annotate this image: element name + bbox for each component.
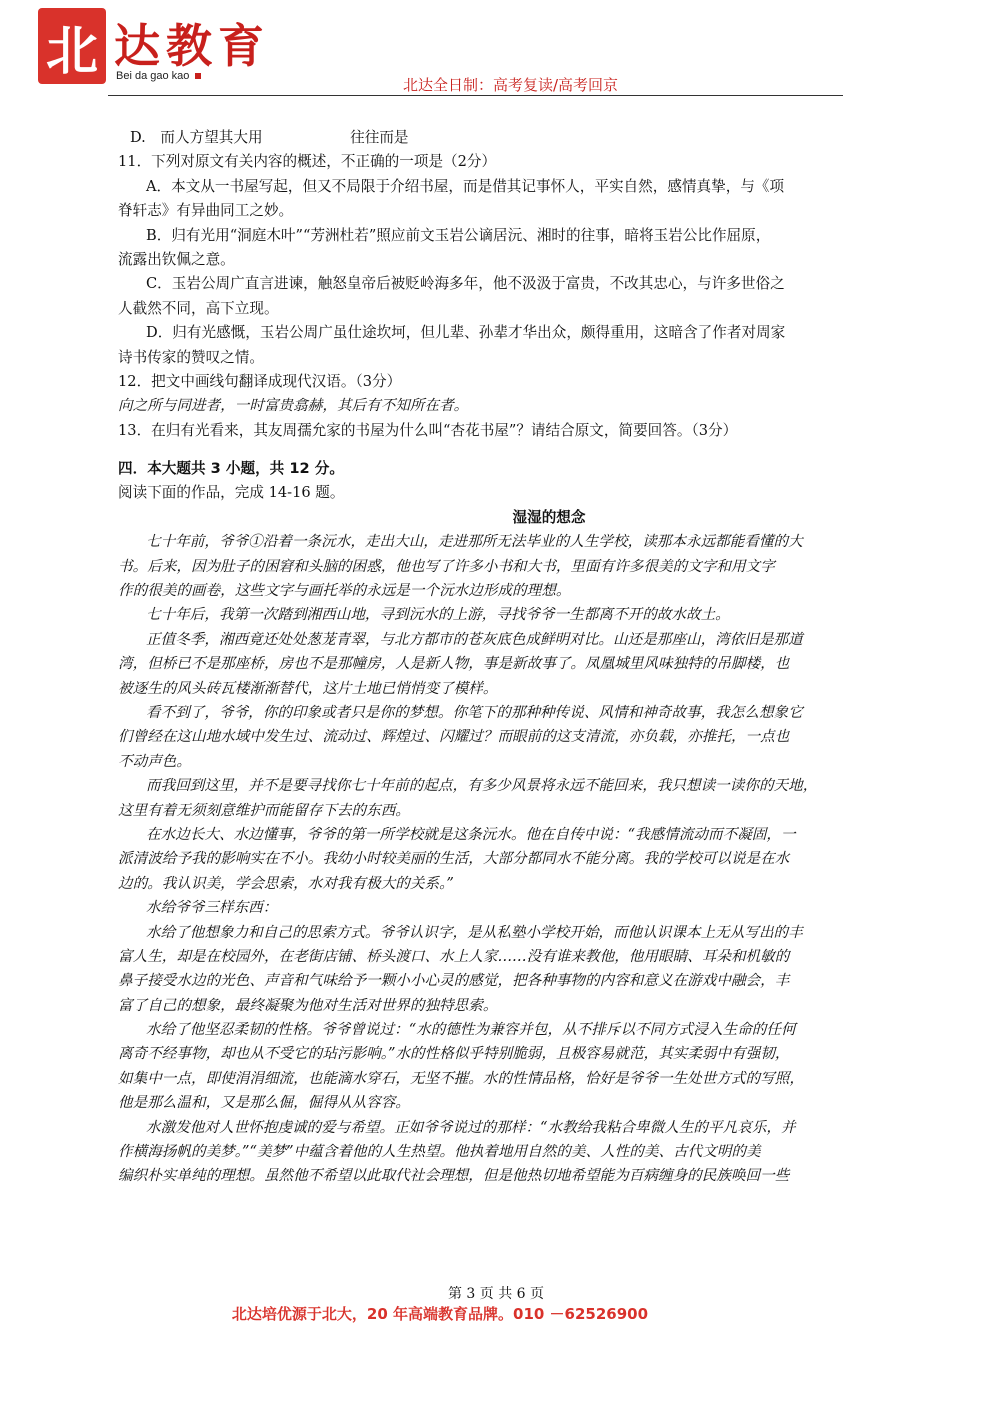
- passage-line: 边的。我认识美，学会思索，水对我有极大的关系。”: [118, 874, 454, 892]
- passage-line: 在水边长大、水边懂事，爷爷的第一所学校就是这条沅水。他在自传中说：“我感情流动而不凝固，一: [146, 825, 796, 843]
- passage-line: 看不到了，爷爷，你的印象或者只是你的梦想。你笔下的那种种传说、风情和神奇故事，我怎么想象它: [146, 703, 803, 721]
- question-line: 11．下列对原文有关内容的概述，不正确的一项是（2分）: [118, 153, 497, 171]
- passage-line: 被逐生的风头砖瓦楼渐渐替代，这片土地已悄悄变了模样。: [118, 679, 498, 697]
- page-content: [118, 126, 890, 1189]
- passage-line: 而我回到这里，并不是要寻找你七十年前的起点，有多少风景将永远不能回来，我只想读一读你的天地，: [146, 777, 818, 795]
- passage-line: 离奇不经事物，却也从不受它的玷污影响。”水的性格似乎特别脆弱，且极容易就范，其实柔弱中有强韧，: [118, 1045, 790, 1063]
- passage-line: 他是那么温和，又是那么倔，倔得从从容容。: [118, 1094, 410, 1112]
- question-line: 流露出钦佩之意。: [118, 250, 235, 268]
- question-line: A．本文从一书屋写起，但又不局限于介绍书屋，而是借其记事怀人，平实自然，感情真挚，与《项: [146, 177, 785, 195]
- question-line: B．归有光用“洞庭木叶”“芳洲杜若”照应前文玉岩公谪居沅、湘时的往事，暗将玉岩公比作屈原，: [146, 226, 771, 244]
- logo-text: 达教育: [114, 19, 270, 73]
- footer-promo: 北达培优源于北大，20 年高端教育品牌。010 －62526900: [231, 1305, 649, 1323]
- question-line: 诗书传家的赞叹之情。: [118, 348, 264, 366]
- section-instruction: 阅读下面的作品，完成 14-16 题。: [118, 484, 345, 502]
- passage-line: 七十年后，我第一次踏到湘西山地，寻到沅水的上游，寻找爷爷一生都离不开的故水故土。: [146, 606, 730, 624]
- section-heading: 四．本大题共 3 小题，共 12 分。: [118, 460, 344, 478]
- passage-line: 作的很美的画卷，这些文字与画托举的永远是一个沅水边形成的理想。: [118, 582, 571, 600]
- question-line: 脊轩志》有异曲同工之妙。: [118, 202, 294, 220]
- passage-line: 鼻子接受水边的光色、声音和气味给予一颗小小心灵的感觉，把各种事物的内容和意义在游戏中融会，丰: [118, 972, 790, 990]
- question-line: 12．把文中画线句翻译成现代汉语。（3分）: [118, 372, 402, 390]
- logo-mark: 北: [38, 8, 106, 84]
- passage-line: 湾，但桥已不是那座桥，房也不是那幢房，人是新人物，事是新故事了。凤凰城里风味独特的吊脚楼，也: [118, 655, 790, 673]
- passage-title: 湿湿的想念: [512, 508, 586, 526]
- logo-subtitle: Bei da gao kao: [116, 70, 201, 82]
- page-number: 第 3 页 共 6 页: [447, 1286, 545, 1302]
- question-line: D．归有光感慨，玉岩公周广虽仕途坎坷，但儿辈、孙辈才华出众，颇得重用，这暗含了作者对周家: [146, 324, 786, 342]
- passage-line: 不动声色。: [118, 752, 191, 770]
- passage-line: 如集中一点，即使涓涓细流，也能滴水穿石，无坚不摧。水的性情品格，恰好是爷爷一生处世方式的写照，: [118, 1069, 804, 1087]
- header-divider: [108, 95, 843, 96]
- passage-line: 书。后来，因为肚子的困窘和头脑的困惑，他也写了许多小书和大书，里面有许多很美的文字和用文字: [118, 557, 775, 575]
- passage-line: 编织朴实单纯的理想。虽然他不希望以此取代社会理想，但是他热切地希望能为百病缠身的民族唤回一些: [118, 1167, 790, 1185]
- question-line: C．玉岩公周广直言进谏，触怒皇帝后被贬岭海多年，他不汲汲于富贵，不改其忠心，与许多世俗之: [146, 275, 785, 293]
- header-slogan: 北达全日制：高考复读/高考回京: [403, 76, 619, 94]
- question-line: D. 而人方望其大用 往往而是: [130, 129, 409, 146]
- question-line: 人截然不同，高下立现。: [118, 299, 279, 317]
- passage-line: 水给爷爷三样东西：: [146, 899, 278, 917]
- passage-line: 富了自己的想象，最终凝聚为他对生活对世界的独特思索。: [118, 996, 498, 1014]
- passage-line: 七十年前，爷爷①沿着一条沅水，走出大山，走进那所无法毕业的人生学校，读那本永远都能看懂的大: [146, 533, 803, 551]
- passage-line: 水给了他想象力和自己的思索方式。爷爷认识字，是从私塾小学校开始，而他认识课本上无从写出的丰: [146, 923, 803, 941]
- passage-line: 这里有着无须刻意维护而能留存下去的东西。: [118, 801, 410, 819]
- question-block: [118, 126, 890, 443]
- passage-line: 水给了他坚忍柔韧的性格。爷爷曾说过：“水的德性为兼容并包，从不排斥以不同方式浸入生命的任何: [146, 1021, 796, 1039]
- passage: [118, 530, 890, 1189]
- question-line: 13．在归有光看来，其友周孺允家的书屋为什么叫“杏花书屋”？请结合原文，简要回答。（3分）: [118, 421, 738, 439]
- passage-line: 派清波给予我的影响实在不小。我幼小时较美丽的生活，大部分都同水不能分离。我的学校可以说是在水: [118, 850, 790, 868]
- logo: [38, 8, 288, 90]
- passage-line: 富人生，却是在校园外，在老街店铺、桥头渡口、水上人家……没有谁来教他，他用眼睛、耳朵和机敏的: [118, 947, 790, 965]
- passage-line: 正值冬季，湘西竟还处处葱茏青翠，与北方都市的苍灰底色成鲜明对比。山还是那座山，湾依旧是那道: [146, 630, 803, 648]
- passage-line: 们曾经在这山地水域中发生过、流动过、辉煌过、闪耀过？而眼前的这支清流，亦负载，亦推托，一点也: [118, 728, 790, 746]
- passage-line: 作横海扬帆的美梦。”“美梦”中蕴含着他的人生热望。他执着地用自然的美、人性的美、古代文明的美: [118, 1143, 761, 1161]
- passage-line: 水激发他对人世怀抱虔诚的爱与希望。正如爷爷说过的那样：“水教给我粘合卑微人生的平凡哀乐，并: [146, 1118, 796, 1136]
- question-line: 向之所与同进者，一时富贵翕赫，其后有不知所在者。: [118, 397, 469, 415]
